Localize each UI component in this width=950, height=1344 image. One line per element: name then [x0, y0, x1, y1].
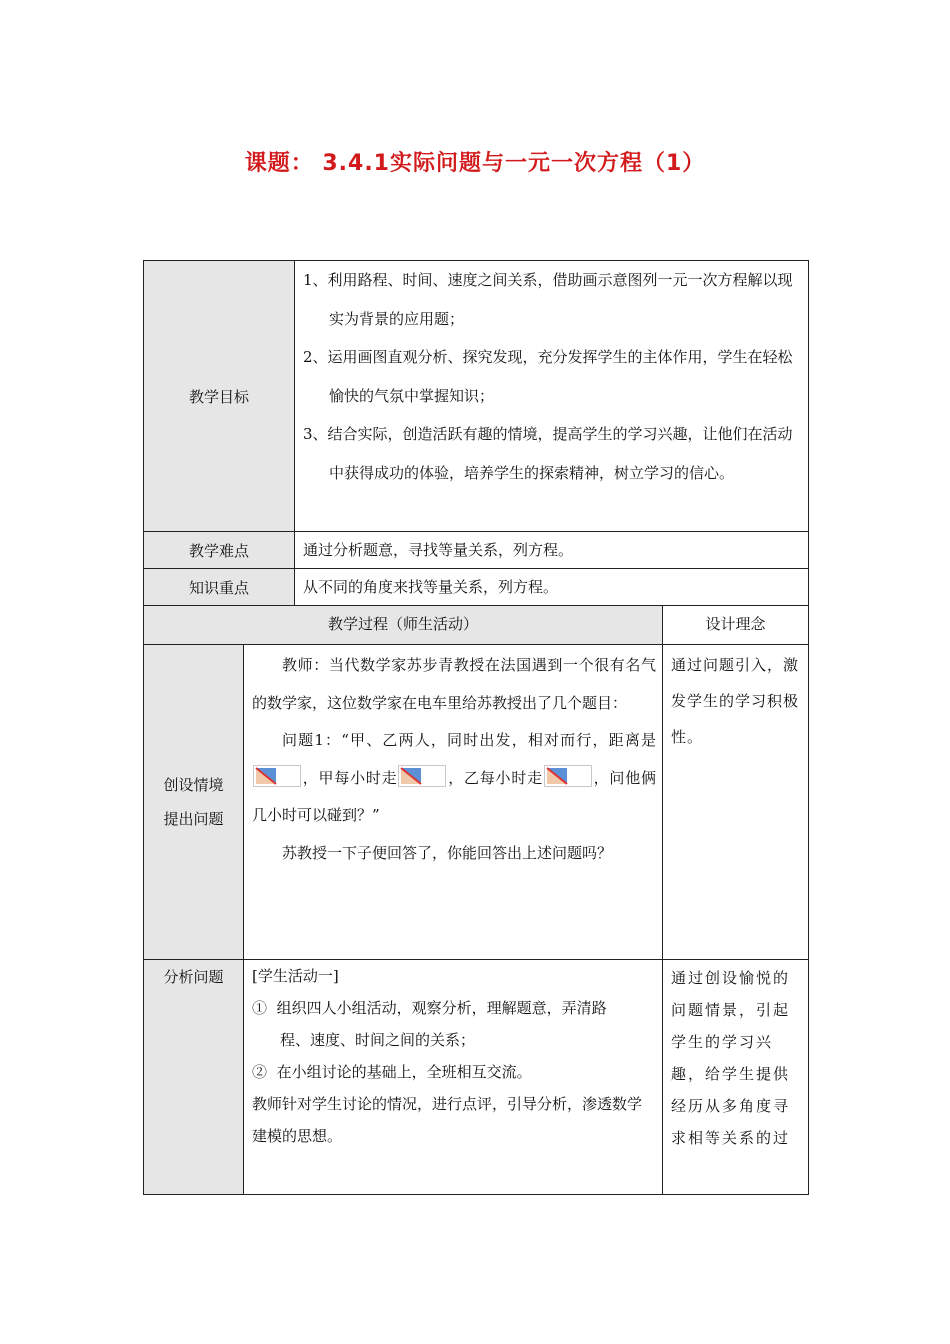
section-analysis-design: 通过创设愉悦的问题情景，引起学生的学习兴趣，给学生提供经历从多角度寻求相等关系的过 [663, 960, 809, 1195]
goal-item-1: 1、利用路程、时间、速度之间关系，借助画示意图列一元一次方程解以现实为背景的应用题； [303, 271, 793, 328]
key-label: 知识重点 [144, 569, 295, 606]
section-intro-label [144, 645, 244, 960]
activity-item-1-cont: 程、速度、时间之间的关系； [280, 1031, 476, 1049]
broken-image-icon [544, 765, 592, 787]
section-analysis-row [144, 960, 809, 1195]
section-intro-label-line1: 创设情境 [163, 776, 224, 794]
goals-content [295, 261, 809, 532]
item-2-mark: ② [252, 1063, 268, 1081]
goals-label: 教学目标 [144, 261, 295, 532]
item-1-mark: ① [252, 999, 268, 1017]
section-analysis-label: 分析问题 [144, 960, 244, 1195]
goal-item-2: 2、运用画图直观分析、探究发现，充分发挥学生的主体作用，学生在轻松愉快的气氛中掌握知识； [303, 348, 793, 405]
professor-answer-paragraph: 苏教授一下子便回答了，你能回答出上述问题吗？ [282, 843, 613, 862]
question-text-part3: ，乙每小时走 [447, 768, 543, 787]
page-title: 课题： 3.4.1实际问题与一元一次方程（1） [244, 151, 706, 176]
question-text-part1: 问题1：“甲、乙两人，同时出发，相对而行，距离是 [282, 731, 657, 749]
key-row [144, 569, 809, 606]
question-1-paragraph [252, 722, 656, 835]
section-intro-row [144, 645, 809, 960]
section-intro-content [244, 645, 663, 960]
activity-item-1 [252, 992, 656, 1024]
lesson-plan-table [143, 260, 809, 1195]
difficulty-content: 通过分析题意，寻找等量关系，列方程。 [295, 532, 809, 569]
item-1-text-a: 组织四人小组活动，观察分析，理解题意，弄清路 [276, 999, 607, 1017]
broken-image-icon [253, 765, 301, 787]
key-content: 从不同的角度来找等量关系，列方程。 [295, 569, 809, 606]
broken-image-icon [398, 765, 446, 787]
design-header: 设计理念 [663, 606, 809, 645]
difficulty-row [144, 532, 809, 569]
question-text-part4: ，问他俩几小时可以碰到？” [252, 768, 656, 824]
teacher-guidance: 教师针对学生讨论的情况，进行点评，引导分析，渗透数学建模的思想。 [252, 1095, 643, 1145]
difficulty-label: 教学难点 [144, 532, 295, 569]
section-intro-design: 通过问题引入，激发学生的学习积极性。 [663, 645, 809, 960]
process-header: 教学过程（师生活动） [144, 606, 663, 645]
student-activity-title: [学生活动一] [252, 967, 339, 985]
goal-item-3: 3、结合实际，创造活跃有趣的情境，提高学生的学习兴趣，让他们在活动中获得成功的体验，培养学生的探索精神，树立学习的信心。 [303, 425, 793, 482]
process-header-row [144, 606, 809, 645]
goals-row [144, 261, 809, 532]
item-2-text: 在小组讨论的基础上，全班相互交流。 [276, 1063, 532, 1081]
teacher-intro-paragraph: 教师：当代数学家苏步青教授在法国遇到一个很有名气的数学家，这位数学家在电车里给苏教授出了几个题目： [252, 656, 657, 712]
activity-item-2 [252, 1056, 656, 1088]
section-analysis-content [244, 960, 663, 1195]
section-intro-label-line2: 提出问题 [163, 810, 224, 828]
question-text-part2: ，甲每小时走 [302, 768, 398, 787]
